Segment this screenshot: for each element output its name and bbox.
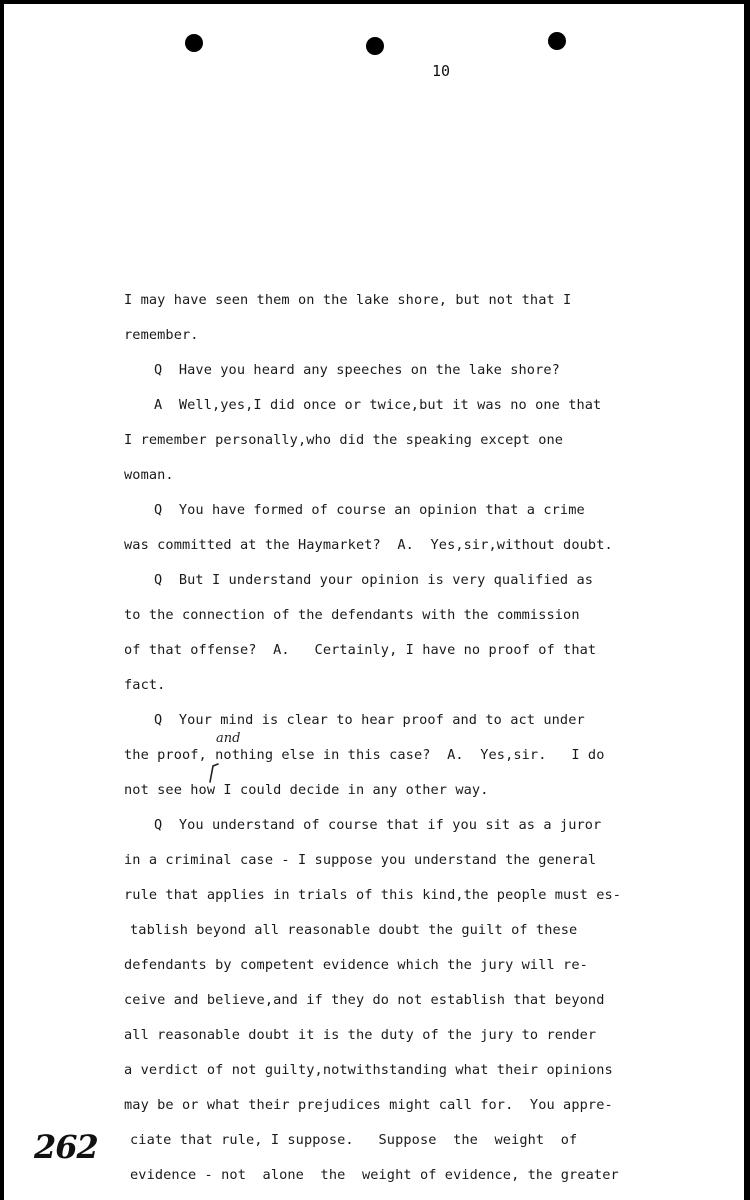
transcript-line: I remember personally,who did the speaking except one bbox=[124, 432, 564, 448]
transcript-line: not see how I could decide in any other way. bbox=[124, 782, 489, 798]
transcript-line: may be or what their prejudices might call for. You appre- bbox=[124, 1097, 613, 1113]
transcript-line: evidence - not alone the weight of evidence, the greater bbox=[130, 1167, 619, 1183]
transcript-line: all reasonable doubt it is the duty of the jury to render bbox=[124, 1027, 597, 1043]
transcript-line: of that offense? A. Certainly, I have no proof of that bbox=[124, 642, 597, 658]
punch-hole bbox=[366, 37, 384, 55]
transcript-line: in a criminal case - I suppose you understand the general bbox=[124, 852, 597, 868]
document-page bbox=[4, 4, 744, 1200]
transcript-line: I may have seen them on the lake shore, but not that I bbox=[124, 292, 572, 308]
transcript-line: defendants by competent evidence which the jury will re- bbox=[124, 957, 588, 973]
transcript-line: tablish beyond all reasonable doubt the guilt of these bbox=[130, 922, 578, 938]
transcript-line: Q You understand of course that if you sit as a juror bbox=[154, 817, 602, 833]
punch-hole bbox=[185, 34, 203, 52]
transcript-line: ceive and believe,and if they do not establish that beyond bbox=[124, 992, 605, 1008]
transcript-line: A Well,yes,I did once or twice,but it was no one that bbox=[154, 397, 602, 413]
transcript-line: Q You have formed of course an opinion that a crime bbox=[154, 502, 585, 518]
handwritten-margin-number: 262 bbox=[34, 1128, 98, 1166]
transcript-line: to the connection of the defendants with the commission bbox=[124, 607, 580, 623]
transcript-line: fact. bbox=[124, 677, 166, 693]
transcript-line: Q But I understand your opinion is very qualified as bbox=[154, 572, 594, 588]
insertion-caret-mark bbox=[208, 762, 220, 784]
transcript-line: ciate that rule, I suppose. Suppose the weight of bbox=[130, 1132, 578, 1148]
transcript-line: a verdict of not guilty,notwithstanding what their opinions bbox=[124, 1062, 613, 1078]
page-number: 10 bbox=[432, 62, 451, 80]
transcript-line: rule that applies in trials of this kind,the people must es- bbox=[124, 887, 622, 903]
transcript-line: woman. bbox=[124, 467, 174, 483]
transcript-line: the proof, nothing else in this case? A. Yes,sir. I do bbox=[124, 747, 605, 763]
handwritten-insertion: and bbox=[216, 731, 241, 746]
transcript-line: Q Have you heard any speeches on the lake shore? bbox=[154, 362, 560, 378]
transcript-line: Q Your mind is clear to hear proof and to act under bbox=[154, 712, 585, 728]
transcript-line: was committed at the Haymarket? A. Yes,sir,without doubt. bbox=[124, 537, 613, 553]
punch-hole bbox=[548, 32, 566, 50]
transcript-line: remember. bbox=[124, 327, 199, 343]
